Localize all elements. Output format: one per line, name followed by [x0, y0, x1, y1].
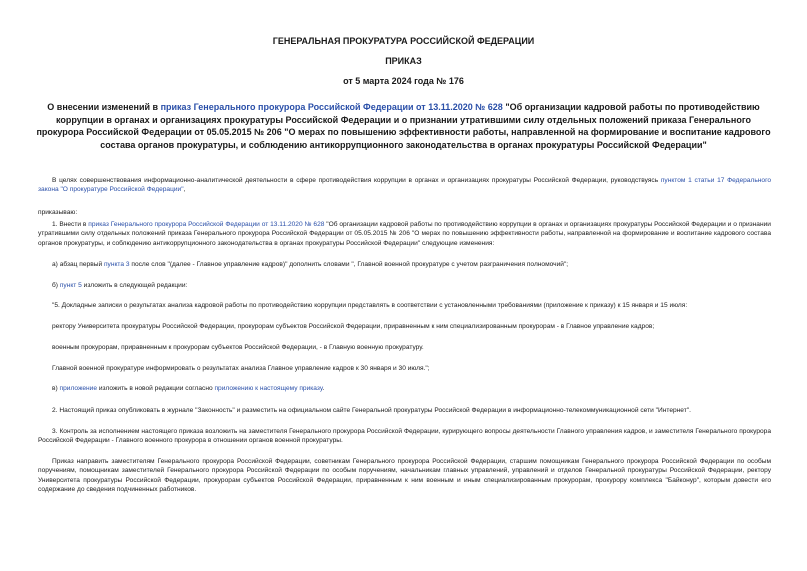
p1-text-1: 1. Внести в	[52, 221, 89, 228]
pv-text-3: .	[322, 385, 325, 392]
subparagraph-a	[38, 260, 771, 269]
document-date-number: от 5 марта 2024 года № 176	[343, 76, 464, 86]
point-5-main-military: Главной военной прокуратуре информировать о результатах анализа Главное управление кадров к 30 января и 30 июля.";	[52, 365, 430, 372]
subparagraph-b	[38, 281, 771, 290]
point-5-text: "5. Докладные записки о результатах анализа кадровой работы по противодействию коррупции представлять в соответствии с установленными требованиями (приложение к приказу) к 15 января и 15 июля:	[52, 302, 688, 309]
preamble-text-3: ,	[183, 186, 186, 194]
preamble-article-link[interactable]: пунктом 1 статьи 17	[660, 177, 725, 184]
pb-text-1: б)	[52, 282, 60, 289]
pv-appendix-order-link[interactable]: приложению к настоящему приказу	[214, 385, 323, 392]
pa-point-3-link[interactable]: пункта 3	[103, 261, 130, 268]
title-order-link[interactable]: приказ Генерального прокурора Российской Федерации от 13.11.2020 № 628	[160, 102, 503, 112]
pv-appendix-link[interactable]: приложение	[59, 385, 98, 392]
pa-text-1: а) абзац первый	[52, 261, 104, 268]
pa-text-2: после слов "(далее - Главное управление кадров)" дополнить словами ", Главной военной прокуратуре с учетом разграничения полномочий";	[129, 261, 569, 268]
point-5-rector: ректору Университета прокуратуры Российской Федерации, прокурорам субъектов Российской Федерации, приравненным к ним специализированным прокурорам - в Главное управление кадров;	[52, 323, 655, 330]
document-type-heading: ПРИКАЗ	[385, 56, 422, 66]
agency-heading: ГЕНЕРАЛЬНАЯ ПРОКУРАТУРА РОССИЙСКОЙ ФЕДЕРАЦИИ	[272, 36, 535, 46]
p1-order-link[interactable]: приказ Генерального прокурора Российской Федерации от 13.11.2020 № 628	[88, 221, 325, 228]
subparagraph-v	[38, 384, 771, 393]
title-prefix: О внесении изменений в	[47, 102, 161, 112]
preamble-text-1: В целях совершенствования информационно-аналитической деятельности в сфере противодействия коррупции в органах и организациях прокуратуры Российской Федерации, руководствуясь	[52, 177, 661, 184]
preamble-law-link[interactable]: Федерального закона "О прокуратуре Российской Федерации"	[38, 177, 771, 194]
title-suffix: "Об организации кадровой работы по противодействию коррупции в органах и организациях прокуратуры Российской Федерации и о признании утратившими силу отдельных положений приказа Генерального прокурора Российской Федерации от 05.05.2015 № 206 "О мерах по повышению эффективности работы, направленной на формирование и воспитание кадрового состава органов прокуратуры, и соблюдению антикоррупционного законодательства в органах прокуратуры Российской Федерации"	[36, 102, 771, 150]
p1-text-2: "Об организации кадровой работы по противодействию коррупции в органах и организациях прокуратуры Российской Федерации и о признании утратившими силу отдельных положений приказа Генерального прокурора Российской Федерации от 05.05.2015 № 206 "О мерах по повышению эффективности работы, направленной на формирование и воспитание кадрового состава органов прокуратуры, и соблюдению антикоррупционного законодательства в органах прокуратуры Российской Федерации" следующие изменения:	[38, 221, 771, 247]
paragraph-3: 3. Контроль за исполнением настоящего приказа возложить на заместителя Генерального прокурора Российской Федерации, курирующего вопросы деятельности Главного управления кадров, и заместителя Генерального прокурора Российской Федерации - Главного военного прокурора в отношении органов военной прокуратуры.	[38, 428, 771, 445]
preamble-paragraph	[38, 176, 771, 195]
pv-text-1: в)	[52, 385, 60, 392]
point-5-military: военным прокурорам, приравненным к прокурорам субъектов Российской Федерации, - в Главную военную прокуратуру.	[52, 344, 424, 351]
order-word: приказываю:	[38, 209, 78, 216]
paragraph-4: Приказ направить заместителям Генерального прокурора Российской Федерации, советникам Генерального прокурора Российской Федерации, старшим помощникам Генерального прокурора Российской Федерации по особым поручениям, помощникам заместителей Генерального прокурора Российской Федерации по особым поручениям, начальникам главных управлений, управлений и отделов Генеральной прокуратуры Российской Федерации, ректору Университета прокуратуры Российской Федерации, прокурорам субъектов Российской Федерации, приравненным к ним военным и иным специализированным прокурорам, прокурору комплекса "Байконур", которым довести его содержание до сведения подчиненных работников.	[38, 458, 771, 494]
paragraph-2: 2. Настоящий приказ опубликовать в журнале "Законность" и разместить на официальном сайте Генеральной прокуратуры Российской Федерации в информационно-телекоммуникационной сети "Интернет".	[52, 407, 691, 414]
document-title	[36, 101, 771, 151]
pb-point-5-link[interactable]: пункт 5	[59, 282, 82, 289]
pb-text-2: изложить в следующей редакции:	[81, 282, 188, 289]
pv-text-2: изложить в новой редакции согласно	[97, 385, 215, 392]
paragraph-1	[38, 220, 771, 248]
